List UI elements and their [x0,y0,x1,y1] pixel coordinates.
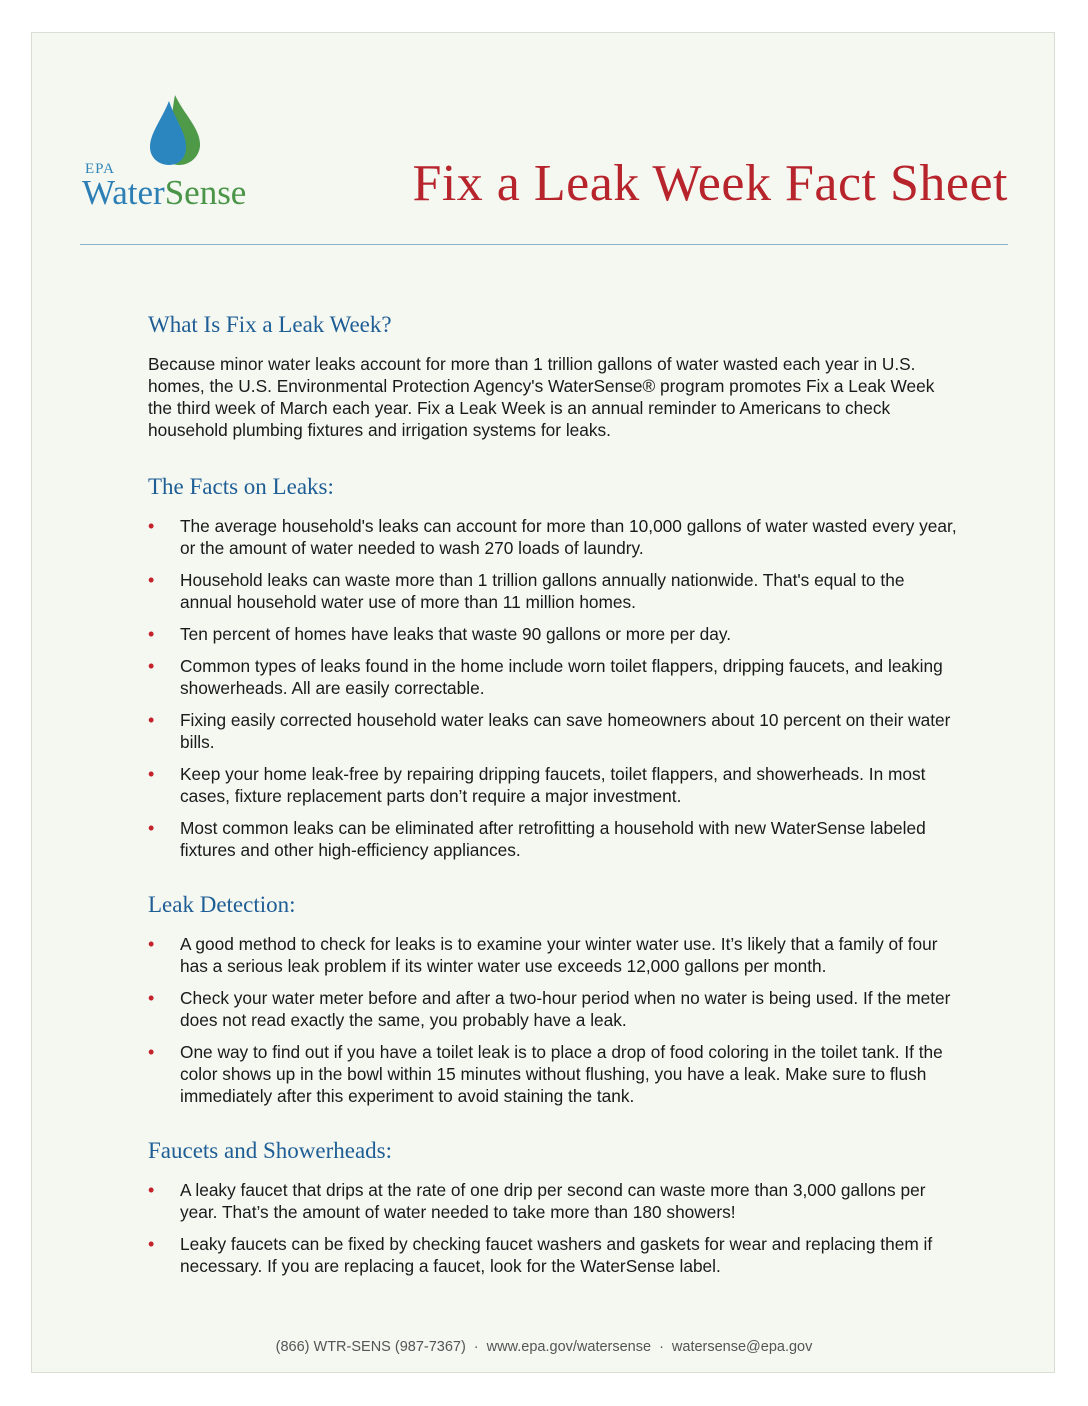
bullet-icon: • [148,988,155,1008]
bullet-icon: • [148,818,155,838]
section-heading: Leak Detection: [148,892,296,917]
bullet-icon: • [148,516,155,536]
header-divider [80,244,1008,245]
list-item: • Check your water meter before and after a two-hour period when no water is being used. If the meter does not read exactly the same, you probably have a leak. [148,988,951,1030]
epa-label: EPA [85,161,115,177]
section-heading: What Is Fix a Leak Week? [148,312,392,337]
watersense-logo [82,91,282,211]
list-item: • Leaky faucets can be fixed by checking faucet washers and gaskets for wear and replacing them if necessary. If you are replacing a faucet, look for the WaterSense label. [148,1234,933,1276]
detection-list [148,933,958,1107]
footer-contact [32,1339,1056,1355]
page-title: Fix a Leak Week Fact Sheet [412,155,1008,212]
list-item: • Household leaks can waste more than 1 trillion gallons annually nationwide. That's equal to the annual household water use of more than 11 million homes. [148,570,905,612]
list-item: • Common types of leaks found in the home include worn toilet flappers, dripping faucets, and leaking showerheads. All are easily correctable. [148,656,943,698]
bullet-icon: • [148,764,155,784]
intro-paragraph: Because minor water leaks account for more than 1 trillion gallons of water wasted each year in U.S. homes, the U.S. Environmental Protection Agency's WaterSense® program promotes Fix a Leak Week the third week of March each year. Fix a Leak Week is an annual reminder to Americans to check household plumbing fixtures and irrigation systems for leaks. [148,354,935,440]
list-item: • Ten percent of homes have leaks that waste 90 gallons or more per day. [148,624,732,644]
bullet-icon: • [148,624,155,644]
list-item: • One way to find out if you have a toilet leak is to place a drop of food coloring in the toilet tank. If the color shows up in the bowl within 15 minutes without flushing, you have a leak. Make sure to flush immediately after this experiment to avoid staining the tank. [148,1042,943,1106]
bullet-icon: • [148,1180,155,1200]
bullet-icon: • [148,570,155,590]
bullet-icon: • [148,1234,155,1254]
main-content [148,311,958,1307]
list-item: • A leaky faucet that drips at the rate of one drip per second can waste more than 3,000 gallons per year. That’s the amount of water needed to take more than 180 showers! [148,1180,926,1222]
list-item: • Fixing easily corrected household water leaks can save homeowners about 10 percent on their water bills. [148,710,951,752]
footer-phone: (866) WTR-SENS (987-7367) [275,1339,466,1355]
bullet-icon: • [148,710,155,730]
section-what-is [148,311,958,441]
section-leak-detection [148,891,958,1107]
section-heading: Faucets and Showerheads: [148,1138,392,1163]
list-item: • A good method to check for leaks is to examine your winter water use. It’s likely that a family of four has a serious leak problem if its winter water use exceeds 12,000 gallons per month. [148,934,938,976]
watersense-wordmark: WaterSense [82,173,247,212]
facts-list [148,515,958,861]
water-drop-leaf-icon [148,91,208,167]
footer-separator: · [473,1339,479,1355]
bullet-icon: • [148,934,155,954]
footer-separator: · [659,1339,664,1355]
section-facts [148,473,958,861]
bullet-icon: • [148,1042,155,1062]
footer-website-link[interactable]: www.epa.gov/watersense [486,1339,652,1355]
faucets-list [148,1179,958,1277]
section-faucets [148,1137,958,1277]
list-item: • The average household's leaks can account for more than 10,000 gallons of water wasted every year, or the amount of water needed to wash 270 loads of laundry. [148,516,957,558]
list-item: • Most common leaks can be eliminated after retrofitting a household with new WaterSense labeled fixtures and other high-efficiency appliances. [148,818,926,860]
list-item: • Keep your home leak-free by repairing dripping faucets, toilet flappers, and showerheads. In most cases, fixture replacement parts don’t require a major investment. [148,764,926,806]
section-heading: The Facts on Leaks: [148,474,334,499]
fact-sheet-page [31,32,1055,1373]
footer-email-link[interactable]: watersense@epa.gov [671,1339,813,1355]
bullet-icon: • [148,656,155,676]
